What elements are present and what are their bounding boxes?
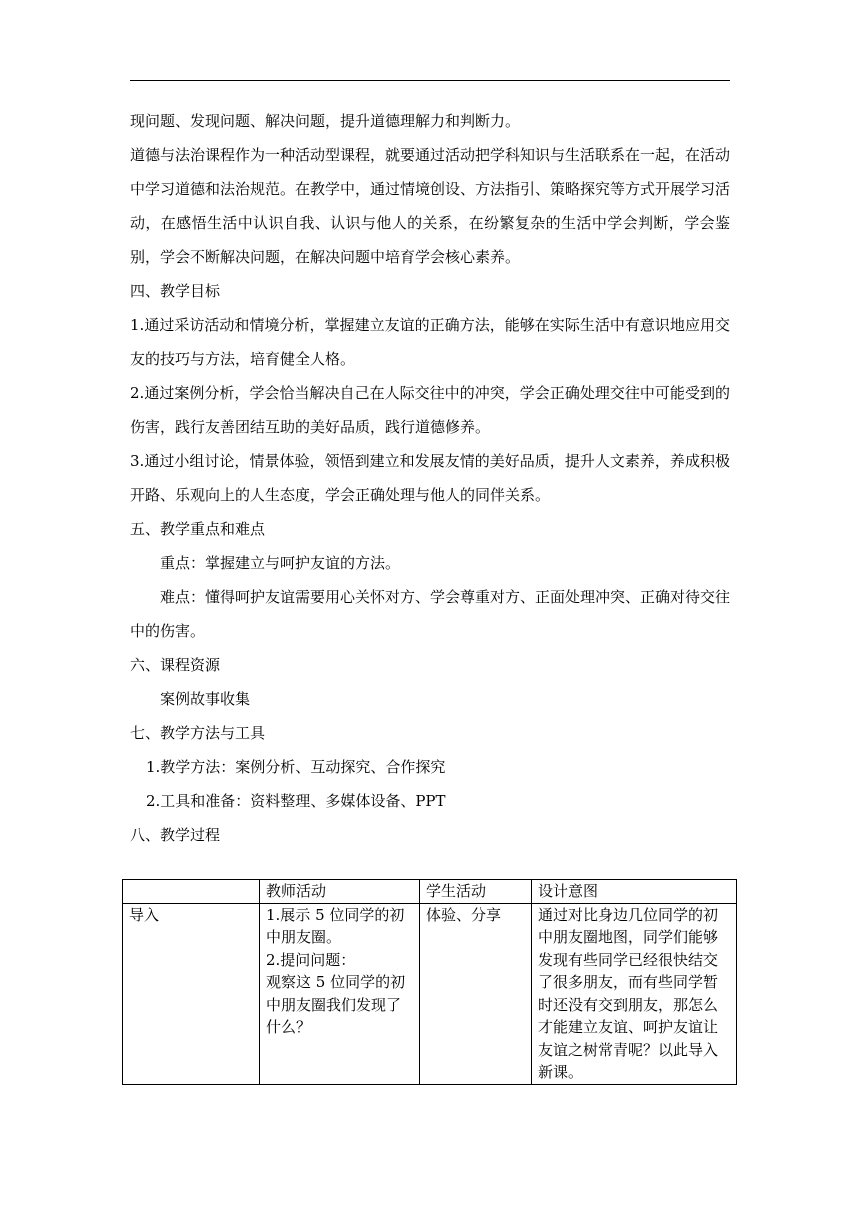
document-body [130, 104, 730, 852]
key-point: 重点：掌握建立与呵护友谊的方法。 [160, 554, 401, 572]
table-row [123, 903, 737, 1084]
teacher-activity-line: 1.展示 5 位同学的初中朋友圈。 [266, 905, 405, 946]
table-header-stage [123, 880, 260, 904]
section-heading-goals: 四、教学目标 [130, 282, 221, 300]
section-heading-process: 八、教学过程 [130, 826, 221, 844]
intro-paragraph-continued: 现问题、发现问题、解决问题，提升道德理解力和判断力。 [130, 112, 521, 130]
method-item-2: 2.工具和准备：资料整理、多媒体设备、PPT [146, 792, 446, 810]
goal-item-2: 2.通过案例分析，学会恰当解决自己在人际交往中的冲突，学会正确处理交往中可能受到的伤害，践行友善团结互助的美好品质，践行道德修养。 [130, 384, 730, 436]
course-nature-paragraph: 道德与法治课程作为一种活动型课程，就要通过活动把学科知识与生活联系在一起，在活动中学习道德和法治规范。在教学中，通过情境创设、方法指引、策略探究等方式开展学习活动，在感悟生活中认识自我、认识与他人的关系，在纷繁复杂的生活中学会判断，学会鉴别，学会不断解决问题，在解决问题中培育学会核心素养。 [130, 146, 731, 266]
section-heading-resources: 六、课程资源 [130, 656, 221, 674]
section-heading-methods: 七、教学方法与工具 [130, 724, 266, 742]
table-header-student: 学生活动 [420, 880, 532, 904]
header-rule [130, 80, 730, 81]
method-item-1: 1.教学方法：案例分析、互动探究、合作探究 [146, 758, 446, 776]
teacher-activity-line: 2.提问问题： [266, 950, 356, 969]
table-header-intent: 设计意图 [532, 880, 737, 904]
difficult-point: 难点：懂得呵护友谊需要用心关怀对方、学会尊重对方、正面处理冲突、正确对待交往中的伤害。 [130, 588, 731, 640]
resource-item: 案例故事收集 [160, 690, 251, 708]
teaching-process-table [122, 879, 737, 1085]
table-header-teacher: 教师活动 [260, 880, 420, 904]
section-heading-key-points: 五、教学重点和难点 [130, 520, 266, 538]
teacher-activity-line: 观察这 5 位同学的初中朋友圈我们发现了什么？ [266, 973, 406, 1036]
student-activity-cell: 体验、分享 [420, 903, 532, 1084]
stage-cell: 导入 [123, 903, 260, 1084]
goal-item-3: 3.通过小组讨论，情景体验，领悟到建立和发展友情的美好品质，提升人文素养，养成积极开路、乐观向上的人生态度，学会正确处理与他人的同伴关系。 [130, 452, 730, 504]
table-header-row [123, 880, 737, 904]
goal-item-1: 1.通过采访活动和情境分析，掌握建立友谊的正确方法，能够在实际生活中有意识地应用交友的技巧与方法，培育健全人格。 [130, 316, 730, 368]
design-intent-cell: 通过对比身边几位同学的初中朋友圈地图，同学们能够发现有些同学已经很快结交了很多朋友，而有些同学暂时还没有交到朋友，那怎么才能建立友谊、呵护友谊让友谊之树常青呢？以此导入新课。 [532, 903, 737, 1084]
teacher-activity-cell [260, 903, 420, 1084]
